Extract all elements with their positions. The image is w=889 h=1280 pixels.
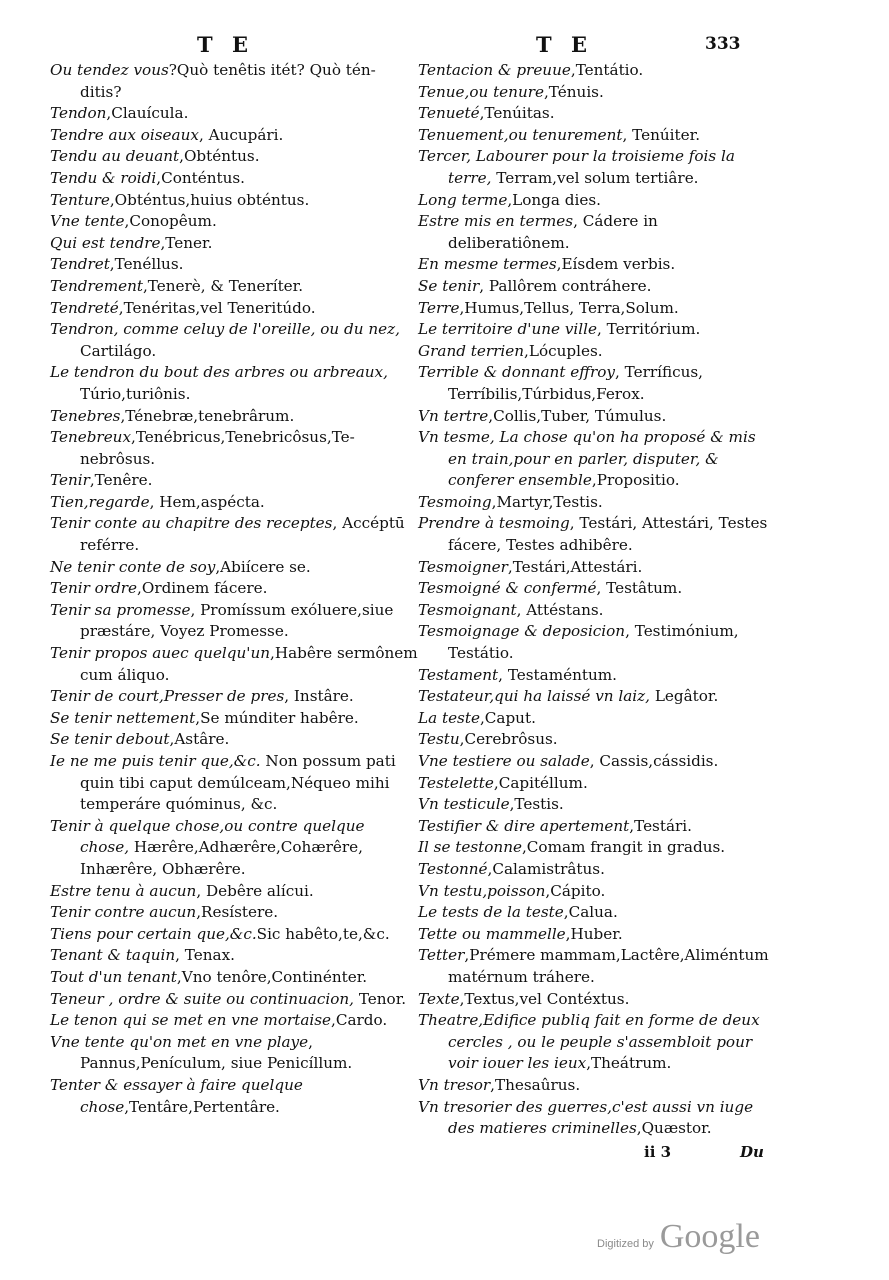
entry-headword: Tenter & essayer à faire quelque chose bbox=[50, 1075, 303, 1116]
entry-translation: ,Tentâre,Pertentâre. bbox=[124, 1097, 280, 1116]
entry-translation: ,Ténebræ,tenebrârum. bbox=[120, 406, 295, 425]
entry-headword: Tette ou mammelle bbox=[418, 924, 566, 943]
dictionary-entry bbox=[418, 837, 776, 859]
dictionary-entry bbox=[418, 600, 776, 622]
entry-translation: ,Tenerè, & Teneríter. bbox=[142, 276, 304, 295]
entry-headword: Tendreté bbox=[50, 298, 119, 317]
entry-headword: Tiens pour certain que,&c. bbox=[50, 924, 257, 943]
dictionary-entry bbox=[418, 362, 776, 405]
entry-headword: Tenir bbox=[50, 471, 90, 490]
dictionary-entry bbox=[50, 233, 418, 255]
dictionary-entry bbox=[418, 146, 776, 189]
dictionary-entry bbox=[418, 513, 776, 556]
entry-headword: Tenir à quelque chose,ou contre quelque chose, bbox=[50, 816, 365, 857]
dictionary-entry bbox=[418, 254, 776, 276]
dictionary-entry bbox=[418, 492, 776, 514]
entry-translation: ,Conténtus. bbox=[156, 168, 246, 187]
entry-translation: , Testaméntum. bbox=[498, 665, 618, 684]
entry-translation: , Terríficus, Terríbilis,Túrbidus,Ferox. bbox=[448, 363, 703, 403]
entry-translation: ,Cápito. bbox=[545, 881, 606, 900]
entry-headword: Tesmoigner bbox=[418, 557, 508, 576]
dictionary-entry bbox=[418, 427, 776, 492]
entry-headword: Tesmoigné & confermé bbox=[418, 579, 597, 598]
entry-translation: ,Thesaûrus. bbox=[490, 1075, 581, 1094]
dictionary-entry bbox=[50, 902, 418, 924]
dictionary-entry bbox=[50, 578, 418, 600]
entry-translation: , Tenúiter. bbox=[622, 125, 701, 144]
entry-headword: Testonné bbox=[418, 859, 488, 878]
entry-translation: ,Eísdem verbis. bbox=[556, 255, 676, 274]
dictionary-entry bbox=[418, 341, 776, 363]
entry-translation: , Testâtum. bbox=[596, 579, 683, 598]
entry-headword: Estre mis en termes bbox=[418, 212, 574, 231]
dictionary-entry bbox=[418, 924, 776, 946]
entry-headword: Tenir sa promesse bbox=[50, 600, 191, 619]
entry-translation: ,Cerebrôsus. bbox=[459, 730, 558, 749]
entry-headword: Teneur , ordre & suite ou continuacion, bbox=[50, 989, 355, 1008]
entry-headword: Le territoire d'une ville bbox=[418, 320, 597, 339]
entry-headword: Tendu & roidi bbox=[50, 168, 157, 187]
entry-headword: Tetter bbox=[418, 946, 465, 965]
entry-headword: Tenir ordre bbox=[50, 579, 138, 598]
entry-headword: Terre bbox=[418, 298, 460, 317]
dictionary-entry bbox=[50, 211, 418, 233]
entry-headword: Tenir propos auec quelqu'un bbox=[50, 644, 271, 663]
entry-headword: Tendre aux oiseaux bbox=[50, 125, 199, 144]
entry-translation: ,Tenéllus. bbox=[109, 255, 184, 274]
entry-headword: Tien,regarde bbox=[50, 492, 150, 511]
entry-translation: Hærêre,Adhærêre,Cohærêre, Inhærêre, Obhærêre. bbox=[80, 838, 363, 878]
entry-headword: Se tenir bbox=[418, 276, 480, 295]
dictionary-entry bbox=[50, 190, 418, 212]
entry-headword: Tendret bbox=[50, 255, 110, 274]
entry-translation: , Accéptū reférre. bbox=[80, 514, 405, 555]
dictionary-entry bbox=[418, 557, 776, 579]
dictionary-entry bbox=[50, 298, 418, 320]
entry-translation: ,Resístere. bbox=[196, 903, 279, 922]
entry-headword: Testament bbox=[418, 665, 499, 684]
dictionary-entry bbox=[418, 1010, 776, 1075]
entry-headword: Estre tenu à aucun bbox=[50, 881, 197, 900]
dictionary-entry bbox=[418, 125, 776, 147]
entry-translation: , Instâre. bbox=[284, 687, 354, 706]
entry-translation: ,Capitéllum. bbox=[493, 773, 588, 792]
entry-translation: Non possum pati quin tibi caput demúlceam,Néqueo mihi temperáre quóminus, &c. bbox=[80, 752, 396, 814]
entry-translation: ,Theátrum. bbox=[586, 1054, 672, 1073]
entry-headword: Vne tente bbox=[50, 212, 125, 231]
entry-headword: Texte bbox=[418, 989, 460, 1008]
entry-headword: Tenir conte au chapitre des receptes bbox=[50, 514, 333, 533]
entry-headword: Tenueté bbox=[418, 104, 480, 123]
entry-translation: , Cádere in deliberatiônem. bbox=[448, 212, 658, 252]
entry-headword: Tenir contre aucun bbox=[50, 903, 197, 922]
entry-headword: Tenebreux bbox=[50, 428, 132, 447]
dictionary-entry bbox=[50, 406, 418, 428]
dictionary-entry bbox=[418, 621, 776, 664]
entry-translation: , Testári, Attestári, Testes fácere, Testes adhibêre. bbox=[448, 514, 768, 555]
entry-headword: Tendon bbox=[50, 104, 107, 123]
entry-headword: Grand terrien bbox=[418, 341, 525, 360]
entry-translation: ,Comam frangit in gradus. bbox=[521, 838, 726, 857]
entry-translation: ,Se múnditer habêre. bbox=[195, 708, 359, 727]
entry-translation: ,Clauícula. bbox=[106, 104, 189, 123]
entry-translation: , Aucupári. bbox=[198, 125, 284, 144]
entry-translation: ?Quò tenêtis itét? Quò tén- ditis? bbox=[80, 61, 376, 101]
dictionary-entry bbox=[50, 708, 418, 730]
dictionary-entry bbox=[50, 103, 418, 125]
entry-translation: , Pallôrem contráhere. bbox=[479, 276, 652, 295]
entry-translation: ,Vno tenôre,Continénter. bbox=[176, 967, 368, 986]
entry-translation: ,Tenêre. bbox=[89, 471, 153, 490]
entry-translation: ,Quæstor. bbox=[636, 1119, 712, 1138]
entry-headword: Theatre,Edifice publiq fait en forme de deux cercles , ou le peuple s'assembloit pour voir iouer les ieux bbox=[418, 1011, 760, 1073]
entry-headword: Testu bbox=[418, 730, 460, 749]
dictionary-entry bbox=[50, 1010, 418, 1032]
entry-headword: Tesmoignant bbox=[418, 600, 517, 619]
entry-translation: Terram,vel solum tertiâre. bbox=[491, 168, 699, 187]
google-logo: Google bbox=[659, 1218, 760, 1255]
entry-headword: Vn tesme, La chose qu'on ha proposé & mis en train,pour en parler, disputer, & conferer ensemble bbox=[418, 428, 756, 490]
entry-headword: Tentacion & preuue bbox=[418, 61, 571, 79]
entry-translation: , Pannus,Penículum, siue Penicíllum. bbox=[80, 1032, 353, 1073]
entry-headword: Le tenon qui se met en vne mortaise bbox=[50, 1011, 332, 1030]
dictionary-entry bbox=[418, 276, 776, 298]
dictionary-entry bbox=[50, 686, 418, 708]
dictionary-entry bbox=[418, 406, 776, 428]
running-head-left: T E bbox=[197, 32, 254, 57]
dictionary-entry bbox=[418, 60, 776, 82]
dictionary-entry bbox=[50, 1032, 418, 1075]
entry-translation: Tenor. bbox=[354, 989, 407, 1008]
watermark-prefix: Digitized by bbox=[597, 1238, 654, 1250]
entry-translation: ,Tenúitas. bbox=[479, 104, 555, 123]
dictionary-entry bbox=[50, 168, 418, 190]
entry-translation: ,Habêre sermônem cum áliquo. bbox=[80, 644, 418, 684]
entry-translation: ,Obténtus,huius obténtus. bbox=[109, 190, 310, 209]
entry-headword: Tesmoing bbox=[418, 492, 492, 511]
entry-headword: Testateur,qui ha laissé vn laiz, bbox=[418, 687, 650, 706]
entry-headword: Vn tertre bbox=[418, 406, 489, 425]
entry-headword: Long terme bbox=[418, 190, 508, 209]
dictionary-entry bbox=[50, 427, 418, 470]
catchword: Du bbox=[740, 1143, 764, 1161]
dictionary-entry bbox=[418, 989, 776, 1011]
entry-headword: Tesmoignage & deposicion bbox=[418, 622, 626, 641]
dictionary-entry bbox=[418, 686, 776, 708]
entry-headword: Ou tendez vous bbox=[50, 61, 169, 79]
dictionary-entry bbox=[418, 298, 776, 320]
dictionary-entry bbox=[50, 319, 418, 362]
dictionary-entry bbox=[50, 513, 418, 556]
dictionary-entry bbox=[418, 1097, 776, 1140]
entry-headword: Il se testonne bbox=[418, 838, 522, 857]
entry-translation: , Promíssum exóluere,siue præstáre, Voyez Promesse. bbox=[80, 600, 394, 641]
entry-translation: ,Abiícere se. bbox=[215, 557, 311, 576]
dictionary-entry bbox=[418, 751, 776, 773]
entry-translation: Sic habêto,te,&c. bbox=[256, 924, 390, 943]
entry-headword: Tendrement bbox=[50, 276, 143, 295]
page-header bbox=[0, 32, 889, 58]
entry-translation: ,Obténtus. bbox=[179, 147, 260, 166]
entry-headword: Tenture bbox=[50, 190, 110, 209]
entry-translation: , Hem,aspécta. bbox=[149, 492, 265, 511]
entry-headword: Vne tente qu'on met en vne playe bbox=[50, 1032, 309, 1051]
dictionary-entry bbox=[418, 190, 776, 212]
entry-headword: Tenebres bbox=[50, 406, 121, 425]
entry-translation: , Cassis,cássidis. bbox=[589, 752, 719, 770]
entry-headword: La teste bbox=[418, 708, 480, 727]
dictionary-entry bbox=[50, 1075, 418, 1118]
dictionary-entry bbox=[50, 146, 418, 168]
dictionary-entry bbox=[50, 881, 418, 903]
entry-headword: Tercer, Labourer pour la troisieme fois la terre, bbox=[418, 147, 735, 187]
entry-headword: Ie ne me puis tenir que,&c. bbox=[50, 752, 261, 770]
page-number: 333 bbox=[705, 34, 741, 54]
dictionary-entry bbox=[50, 816, 418, 881]
entry-headword: Vne testiere ou salade bbox=[418, 752, 590, 770]
dictionary-entry bbox=[50, 600, 418, 643]
entry-translation: ,Testári. bbox=[629, 816, 692, 835]
entry-translation: Túrio,turiônis. bbox=[80, 384, 191, 403]
entry-headword: Le tests de la teste bbox=[418, 903, 564, 922]
running-head-right: T E bbox=[536, 32, 593, 57]
entry-headword: Testelette bbox=[418, 773, 494, 792]
entry-translation: ,Tentátio. bbox=[570, 61, 644, 79]
dictionary-entry bbox=[418, 859, 776, 881]
dictionary-entry bbox=[418, 1075, 776, 1097]
entry-headword: Tenuement,ou tenurement bbox=[418, 125, 623, 144]
entry-translation: ,Ténuis. bbox=[543, 82, 604, 101]
dictionary-entry bbox=[418, 211, 776, 254]
dictionary-entry bbox=[418, 82, 776, 104]
digitized-watermark bbox=[597, 1218, 760, 1256]
dictionary-entry bbox=[50, 276, 418, 298]
signature-mark: ii 3 bbox=[644, 1143, 672, 1161]
dictionary-entry bbox=[418, 902, 776, 924]
entry-headword: Tenant & taquin bbox=[50, 946, 176, 965]
entry-translation: ,Conopêum. bbox=[124, 212, 217, 231]
entry-translation: ,Astâre. bbox=[169, 730, 230, 749]
entry-translation: , Territórium. bbox=[596, 320, 701, 339]
entry-translation: ,Martyr,Testis. bbox=[491, 492, 603, 511]
dictionary-entry bbox=[418, 103, 776, 125]
entry-headword: En mesme termes bbox=[418, 255, 557, 274]
entry-translation: ,Testári,Attestári. bbox=[507, 557, 643, 576]
entry-translation: ,Tenébricus,Tenebricôsus,Te- nebrôsus. bbox=[80, 428, 355, 468]
entry-translation: ,Textus,vel Contéxtus. bbox=[459, 989, 630, 1008]
dictionary-entry bbox=[50, 125, 418, 147]
entry-headword: Vn tresor bbox=[418, 1075, 491, 1094]
entry-translation: ,Calamistrâtus. bbox=[487, 859, 605, 878]
dictionary-entry bbox=[418, 319, 776, 341]
dictionary-entry bbox=[50, 492, 418, 514]
entry-headword: Tenir de court,Presser de pres bbox=[50, 687, 285, 706]
entry-translation: ,Cardo. bbox=[331, 1011, 388, 1030]
entry-translation: ,Humus,Tellus, Terra,Solum. bbox=[459, 298, 679, 317]
entry-headword: Tendu au deuant bbox=[50, 147, 180, 166]
dictionary-entry bbox=[50, 362, 418, 405]
entry-headword: Ne tenir conte de soy bbox=[50, 557, 216, 576]
entry-translation: , Debêre alícui. bbox=[196, 881, 314, 900]
dictionary-entry bbox=[50, 60, 418, 103]
entry-translation: ,Caput. bbox=[479, 708, 536, 727]
entry-headword: Se tenir nettement bbox=[50, 708, 196, 727]
dictionary-entry bbox=[50, 643, 418, 686]
entry-headword: Tout d'un tenant bbox=[50, 967, 177, 986]
entry-translation: Cartilágo. bbox=[80, 341, 157, 360]
dictionary-entry bbox=[418, 881, 776, 903]
dictionary-entry bbox=[418, 945, 776, 988]
entry-translation: ,Ordinem fácere. bbox=[137, 579, 268, 598]
dictionary-entry bbox=[418, 816, 776, 838]
dictionary-entry bbox=[50, 751, 418, 816]
entry-translation: ,Testis. bbox=[509, 795, 564, 814]
dictionary-entry bbox=[50, 924, 418, 946]
entry-translation: ,Tenéritas,vel Teneritúdo. bbox=[118, 298, 316, 317]
entry-translation: ,Prémere mammam,Lactêre,Aliméntum matérnum tráhere. bbox=[448, 946, 769, 986]
entry-headword: Vn tresorier des guerres,c'est aussi vn iuge des matieres criminelles bbox=[418, 1097, 754, 1138]
entry-translation: ,Lócuples. bbox=[524, 341, 603, 360]
entry-headword: Testifier & dire apertement bbox=[418, 816, 630, 835]
entry-headword: Tenue,ou tenure bbox=[418, 82, 544, 101]
dictionary-entry bbox=[418, 773, 776, 795]
dictionary-entry bbox=[418, 665, 776, 687]
entry-headword: Terrible & donnant effroy bbox=[418, 363, 615, 382]
dictionary-entry bbox=[50, 945, 418, 967]
entry-translation: , Attéstans. bbox=[516, 600, 604, 619]
dictionary-entry bbox=[50, 729, 418, 751]
entry-translation: ,Collis,Tuber, Túmulus. bbox=[488, 406, 667, 425]
entry-translation: Legâtor. bbox=[650, 687, 719, 706]
dictionary-entry bbox=[50, 989, 418, 1011]
dictionary-entry bbox=[50, 254, 418, 276]
entry-headword: Tendron, comme celuy de l'oreille, ou du nez, bbox=[50, 320, 400, 339]
entry-translation: ,Longa dies. bbox=[507, 190, 601, 209]
entry-headword: Le tendron du bout des arbres ou arbreaux, bbox=[50, 363, 388, 382]
entry-translation: ,Tener. bbox=[160, 233, 213, 252]
dictionary-entry bbox=[418, 729, 776, 751]
entry-headword: Prendre à tesmoing bbox=[418, 514, 570, 533]
dictionary-entry bbox=[50, 557, 418, 579]
entry-headword: Qui est tendre bbox=[50, 233, 161, 252]
entry-translation: ,Calua. bbox=[563, 903, 618, 922]
entry-translation: , Testimónium, Testátio. bbox=[448, 622, 739, 663]
entry-translation: ,Huber. bbox=[565, 924, 623, 943]
entry-headword: Vn testu,poisson bbox=[418, 881, 546, 900]
dictionary-entry bbox=[418, 578, 776, 600]
entry-translation: , Tenax. bbox=[175, 946, 235, 965]
dictionary-entry bbox=[50, 470, 418, 492]
entry-translation: ,Propositio. bbox=[591, 471, 680, 490]
entry-headword: Se tenir debout bbox=[50, 730, 170, 749]
right-column bbox=[418, 60, 776, 1140]
left-column bbox=[50, 60, 418, 1118]
dictionary-entry bbox=[418, 708, 776, 730]
entry-headword: Vn testicule bbox=[418, 795, 510, 814]
dictionary-entry bbox=[418, 794, 776, 816]
dictionary-entry bbox=[50, 967, 418, 989]
